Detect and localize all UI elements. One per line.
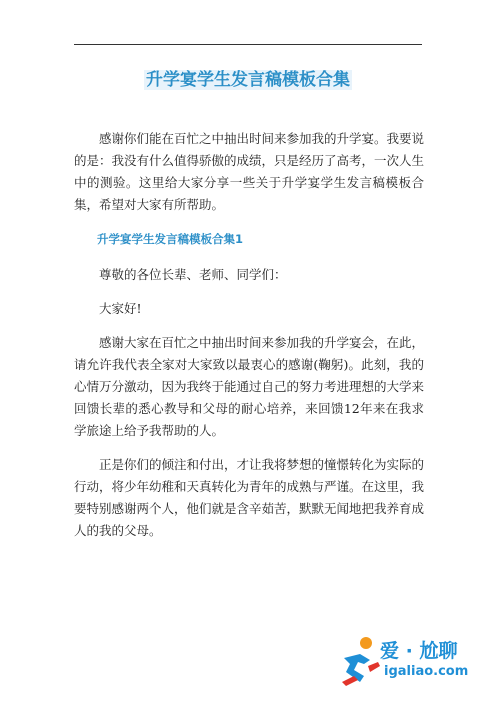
header-rule <box>74 44 422 45</box>
document-title <box>0 66 496 94</box>
document-title-text: 升学宴学生发言稿模板合集 <box>146 70 350 90</box>
intro-paragraph: 感谢你们能在百忙之中抽出时间来参加我的升学宴。我要说的是：我没有什么值得骄傲的成绩，只是经历了高考，一次人生中的测验。这里给大家分享一些关于升学宴学生发言稿模板合集，希望对大家有所帮助。 <box>74 131 425 212</box>
section-heading: 升学宴学生发言稿模板合集1 <box>97 232 244 246</box>
body-paragraph: 感谢大家在百忙之中抽出时间来参加我的升学宴会，在此，请允许我代表全家对大家致以最衷心的感谢(鞠躬)。此刻，我的心情万分激动，因为我终于能通过自己的努力考进理想的大学来回馈长辈的悉心教导和父母的耐心培养，来回馈12年来在我求学旅途上给予我帮助的人。 <box>74 335 425 438</box>
body-paragraph: 正是你们的倾注和付出，才让我将梦想的憧憬转化为实际的行动，将少年幼稚和天真转化为青年的成熟与严谨。在这里，我要特别感谢两个人，他们就是含辛茹苦，默默无闻地把我养育成人的我的父母。 <box>74 457 425 538</box>
watermark-logo <box>338 632 488 692</box>
greeting: 大家好! <box>99 301 142 316</box>
document-body <box>74 128 424 554</box>
salutation: 尊敬的各位长辈、老师、同学们： <box>99 267 287 282</box>
watermark-brand-cn: 爱 · 尬聊 <box>380 640 458 662</box>
runner-logo-icon <box>338 636 382 688</box>
watermark-brand-url: igaliao.com <box>384 664 469 679</box>
